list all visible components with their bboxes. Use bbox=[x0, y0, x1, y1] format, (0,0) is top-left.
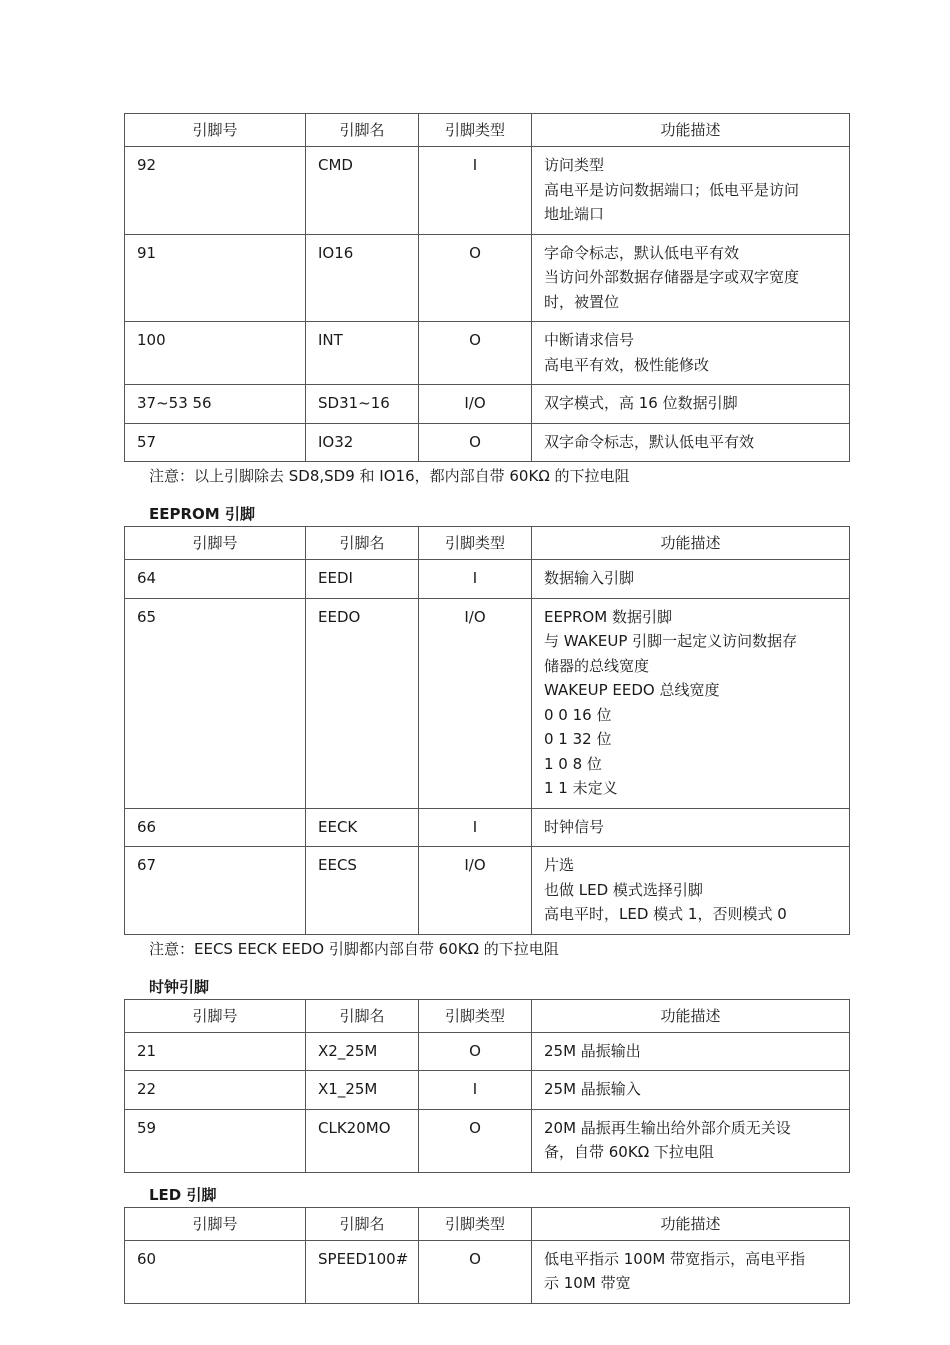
header-pin-type: 引脚类型 bbox=[419, 527, 532, 560]
description-line: 1 0 8 位 bbox=[544, 754, 602, 773]
table-row bbox=[125, 560, 850, 599]
header-pin-number: 引脚号 bbox=[125, 527, 306, 560]
pin-description bbox=[532, 423, 850, 462]
pin-description bbox=[532, 598, 850, 808]
pin-number: 92 bbox=[125, 147, 306, 235]
table-row bbox=[125, 1109, 850, 1172]
pin-number: 37~53 56 bbox=[125, 385, 306, 424]
pin-type: O bbox=[419, 1109, 532, 1172]
pin-type: O bbox=[419, 1240, 532, 1303]
pin-number: 65 bbox=[125, 598, 306, 808]
description-line: 时钟信号 bbox=[544, 817, 605, 836]
header-pin-type: 引脚类型 bbox=[419, 1207, 532, 1240]
pin-number: 91 bbox=[125, 234, 306, 322]
table-row bbox=[125, 234, 850, 322]
header-pin-number: 引脚号 bbox=[125, 114, 306, 147]
description-line: 高电平是访问数据端口；低电平是访问 bbox=[544, 180, 800, 199]
description-line: 20M 晶振再生输出给外部介质无关设 bbox=[544, 1118, 791, 1137]
pin-type: I bbox=[419, 560, 532, 599]
pin-description bbox=[532, 560, 850, 599]
table-row bbox=[125, 847, 850, 935]
table-header-row bbox=[125, 527, 850, 560]
table-row bbox=[125, 598, 850, 808]
pin-type: O bbox=[419, 1032, 532, 1071]
pin-name: EECK bbox=[306, 808, 419, 847]
table-row bbox=[125, 1071, 850, 1110]
description-line: 双字命令标志，默认低电平有效 bbox=[544, 432, 755, 451]
table-row bbox=[125, 385, 850, 424]
description-line: 高电平有效，极性能修改 bbox=[544, 355, 710, 374]
bus-pins-table bbox=[124, 113, 850, 462]
header-pin-number: 引脚号 bbox=[125, 999, 306, 1032]
pin-name: IO32 bbox=[306, 423, 419, 462]
section-title-eeprom: EEPROM 引脚 bbox=[149, 505, 255, 523]
pin-type: I bbox=[419, 808, 532, 847]
table-row bbox=[125, 808, 850, 847]
pin-number: 59 bbox=[125, 1109, 306, 1172]
description-line: 双字模式，高 16 位数据引脚 bbox=[544, 394, 738, 412]
eeprom-pins-table bbox=[124, 526, 850, 935]
header-pin-name: 引脚名 bbox=[306, 114, 419, 147]
pin-number: 22 bbox=[125, 1071, 306, 1110]
pin-description bbox=[532, 1032, 850, 1071]
pin-type: O bbox=[419, 322, 532, 385]
pin-description bbox=[532, 322, 850, 385]
pin-type: I/O bbox=[419, 385, 532, 424]
header-function-description: 功能描述 bbox=[532, 114, 850, 147]
pin-name: X2_25M bbox=[306, 1032, 419, 1071]
pin-type: I bbox=[419, 1071, 532, 1110]
description-line: 1 1 未定义 bbox=[544, 779, 618, 797]
pin-description bbox=[532, 1071, 850, 1110]
header-function-description: 功能描述 bbox=[532, 1207, 850, 1240]
pin-number: 100 bbox=[125, 322, 306, 385]
pulldown-note: 注意：以上引脚除去 SD8,SD9 和 IO16，都内部自带 60KΩ 的下拉电阻 bbox=[149, 467, 630, 485]
pin-name: EECS bbox=[306, 847, 419, 935]
pin-type: I bbox=[419, 147, 532, 235]
description-line: 中断请求信号 bbox=[544, 331, 635, 349]
table-row bbox=[125, 1032, 850, 1071]
header-pin-name: 引脚名 bbox=[306, 1207, 419, 1240]
pin-number: 67 bbox=[125, 847, 306, 935]
section-title-led: LED 引脚 bbox=[149, 1185, 217, 1204]
pin-description bbox=[532, 847, 850, 935]
pin-description bbox=[532, 808, 850, 847]
pin-number: 57 bbox=[125, 423, 306, 462]
pin-description bbox=[532, 385, 850, 424]
description-line: 备，自带 60KΩ 下拉电阻 bbox=[544, 1143, 714, 1161]
pin-name: SPEED100# bbox=[306, 1240, 419, 1303]
pin-number: 60 bbox=[125, 1240, 306, 1303]
pin-name: EEDO bbox=[306, 598, 419, 808]
description-line: 时，被置位 bbox=[544, 292, 620, 311]
pin-name: CMD bbox=[306, 147, 419, 235]
pin-type: I/O bbox=[419, 847, 532, 935]
table-row bbox=[125, 147, 850, 235]
description-line: 与 WAKEUP 引脚一起定义访问数据存 bbox=[544, 632, 798, 650]
table-header-row bbox=[125, 114, 850, 147]
pin-type: I/O bbox=[419, 598, 532, 808]
description-line: 也做 LED 模式选择引脚 bbox=[544, 880, 703, 899]
description-line: EEPROM 数据引脚 bbox=[544, 607, 672, 626]
description-line: 字命令标志，默认低电平有效 bbox=[544, 243, 740, 262]
pin-name: EEDI bbox=[306, 560, 419, 599]
header-pin-number: 引脚号 bbox=[125, 1207, 306, 1240]
header-function-description: 功能描述 bbox=[532, 527, 850, 560]
description-line: 片选 bbox=[544, 856, 575, 874]
table-row bbox=[125, 322, 850, 385]
description-line: 0 1 32 位 bbox=[544, 730, 612, 748]
description-line: 25M 晶振输出 bbox=[544, 1041, 641, 1060]
pin-name: INT bbox=[306, 322, 419, 385]
pulldown-note: 注意：EECS EECK EEDO 引脚都内部自带 60KΩ 的下拉电阻 bbox=[149, 939, 559, 958]
description-line: 当访问外部数据存储器是字或双字宽度 bbox=[544, 268, 800, 286]
pin-name: CLK20MO bbox=[306, 1109, 419, 1172]
pin-number: 66 bbox=[125, 808, 306, 847]
description-line: 0 0 16 位 bbox=[544, 705, 612, 724]
pin-number: 21 bbox=[125, 1032, 306, 1071]
pin-description bbox=[532, 1240, 850, 1303]
pin-number: 64 bbox=[125, 560, 306, 599]
section-title-clock: 时钟引脚 bbox=[149, 977, 210, 996]
pin-name: IO16 bbox=[306, 234, 419, 322]
description-line: 示 10M 带宽 bbox=[544, 1274, 631, 1292]
table-row bbox=[125, 1240, 850, 1303]
table-row bbox=[125, 423, 850, 462]
led-pins-table bbox=[124, 1207, 850, 1304]
pin-type: O bbox=[419, 423, 532, 462]
pin-name: SD31~16 bbox=[306, 385, 419, 424]
document-page bbox=[124, 113, 849, 1304]
table-header-row bbox=[125, 1207, 850, 1240]
pin-description bbox=[532, 234, 850, 322]
description-line: 储器的总线宽度 bbox=[544, 656, 650, 675]
pin-type: O bbox=[419, 234, 532, 322]
pin-description bbox=[532, 1109, 850, 1172]
description-line: 地址端口 bbox=[544, 205, 605, 223]
pin-name: X1_25M bbox=[306, 1071, 419, 1110]
header-function-description: 功能描述 bbox=[532, 999, 850, 1032]
header-pin-type: 引脚类型 bbox=[419, 999, 532, 1032]
table-header-row bbox=[125, 999, 850, 1032]
header-pin-type: 引脚类型 bbox=[419, 114, 532, 147]
header-pin-name: 引脚名 bbox=[306, 999, 419, 1032]
header-pin-name: 引脚名 bbox=[306, 527, 419, 560]
description-line: 25M 晶振输入 bbox=[544, 1080, 641, 1098]
description-line: 数据输入引脚 bbox=[544, 569, 635, 587]
clock-pins-table bbox=[124, 999, 850, 1173]
description-line: 访问类型 bbox=[544, 156, 605, 174]
description-line: 低电平指示 100M 带宽指示，高电平指 bbox=[544, 1249, 806, 1268]
description-line: WAKEUP EEDO 总线宽度 bbox=[544, 681, 720, 699]
pin-description bbox=[532, 147, 850, 235]
description-line: 高电平时，LED 模式 1，否则模式 0 bbox=[544, 905, 787, 923]
